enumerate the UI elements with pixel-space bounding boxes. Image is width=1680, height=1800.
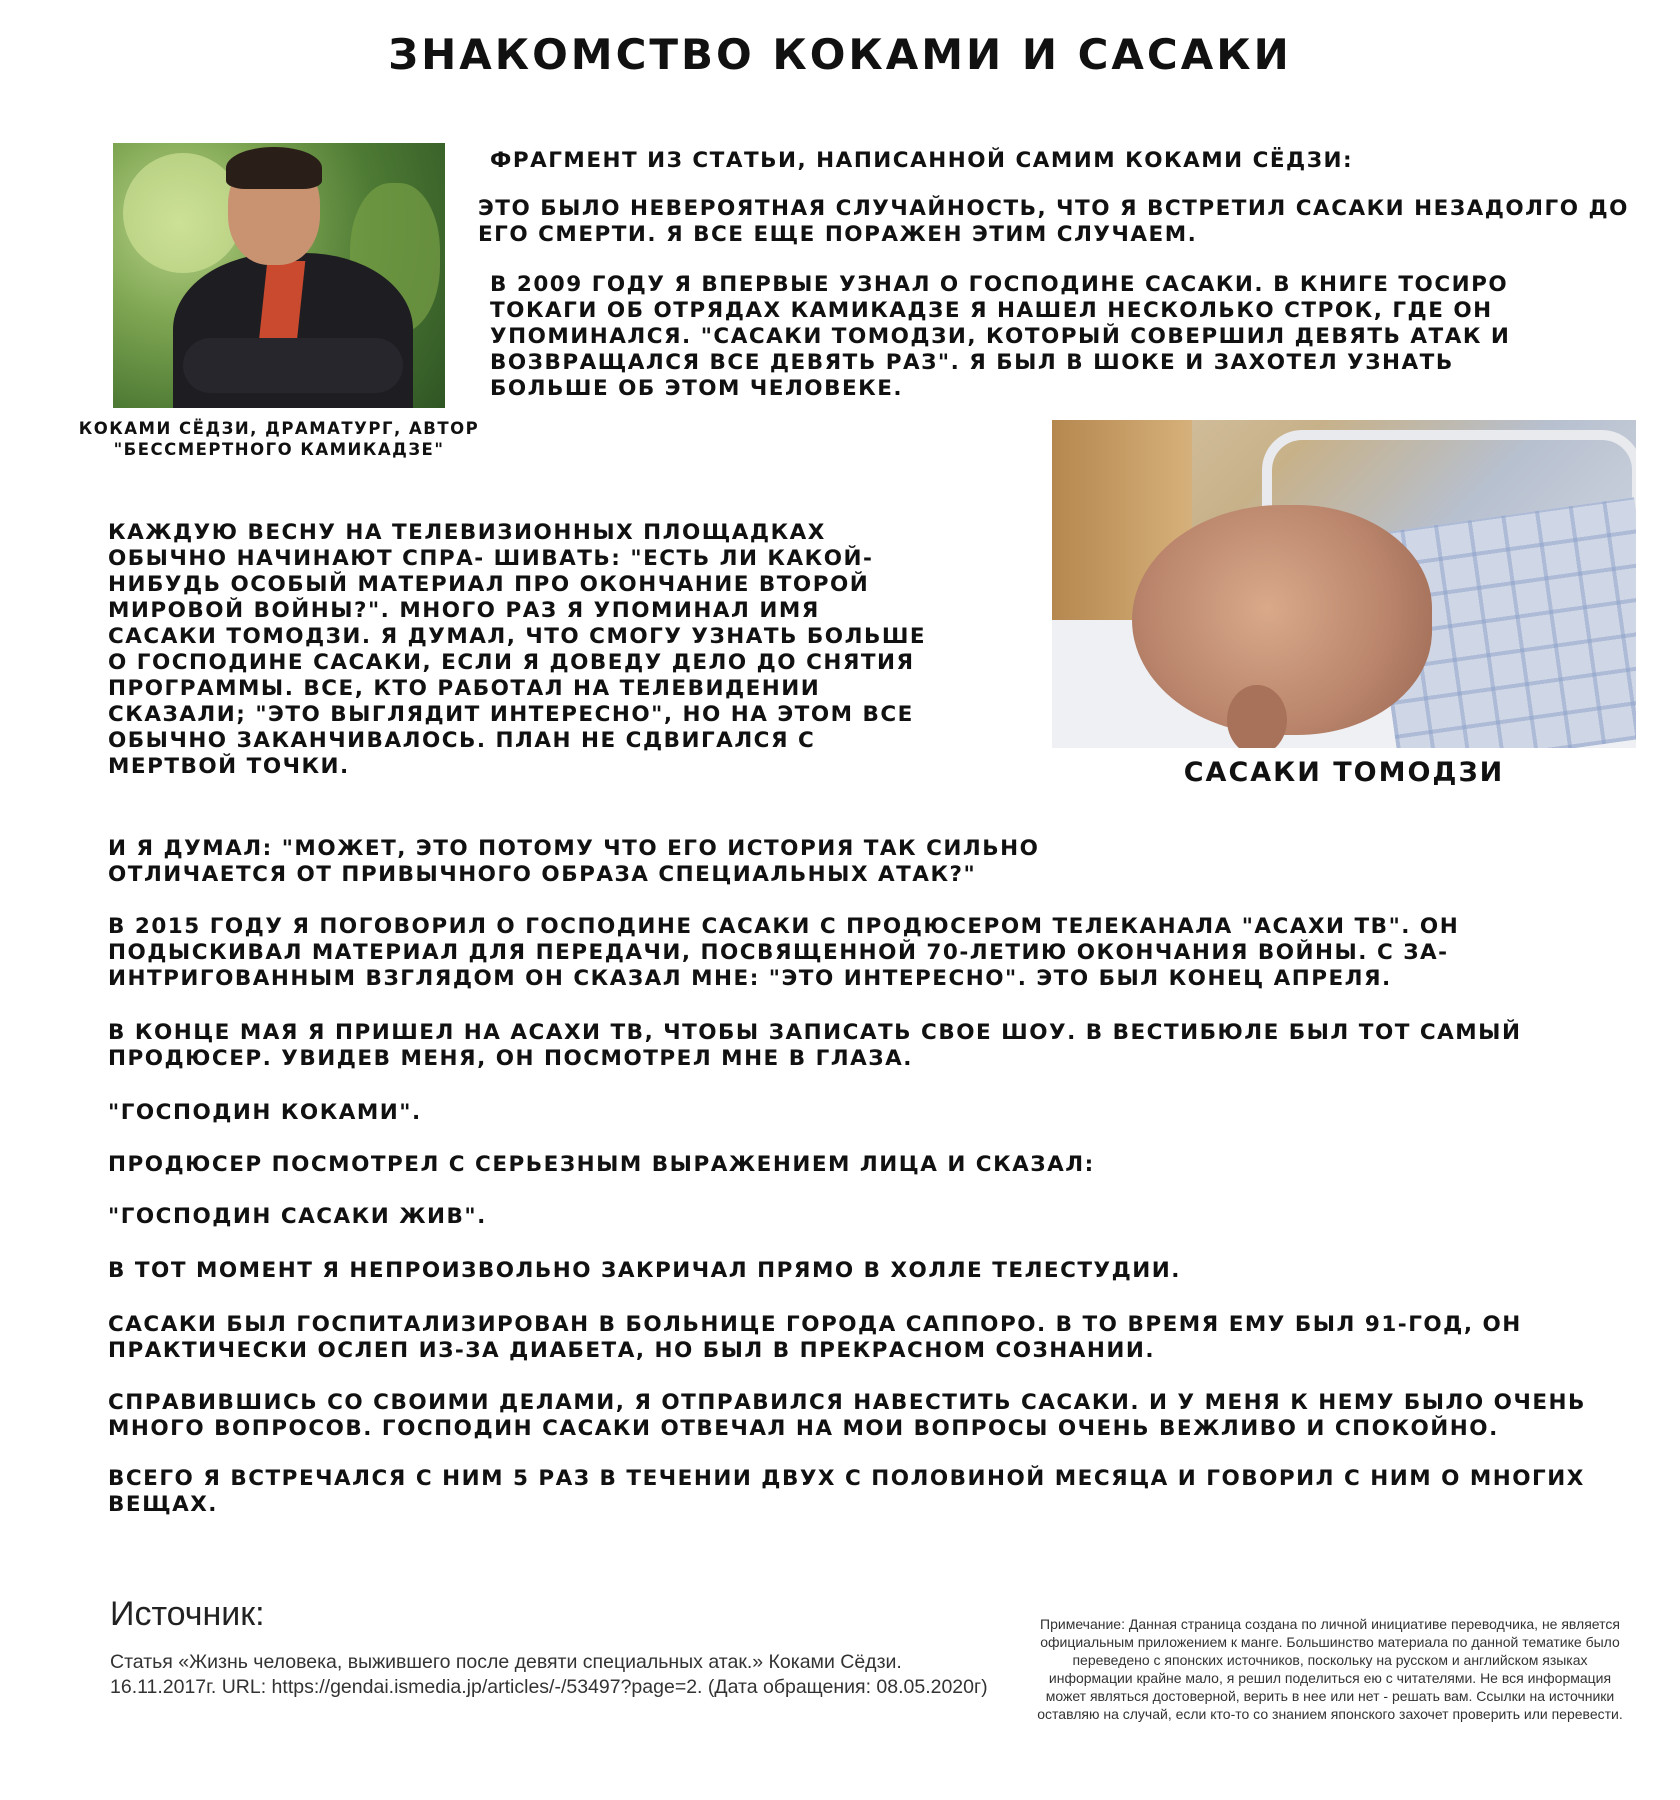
paragraph-quote-sasaki: "ГОСПОДИН САСАКИ ЖИВ". [108,1204,487,1229]
intro-paragraph-1: ЭТО БЫЛО НЕВЕРОЯТНАЯ СЛУЧАЙНОСТЬ, ЧТО Я ВСТРЕТИЛ САСАКИ НЕЗАДОЛГО ДО ЕГО СМЕРТИ. Я ВСЕ ЕЩЕ ПОРАЖЕН ЭТИМ СЛУЧАЕМ. [478,196,1629,247]
sasaki-photo [1052,420,1636,748]
paragraph-2015: В 2015 ГОДУ Я ПОГОВОРИЛ О ГОСПОДИНЕ САСАКИ С ПРОДЮСЕРОМ ТЕЛЕКАНАЛА "АСАХИ ТВ". ОН ПОДЫСКИВАЛ МАТЕРИАЛ ДЛЯ ПЕРЕДАЧИ, ПОСВЯЩЕННОЙ 70-ЛЕТИЮ ОКОНЧАНИЯ ВОЙНЫ. С ЗА- ИНТРИГОВАННЫМ ВЗГЛЯДОМ ОН СКАЗАЛ МНЕ: "ЭТО ИНТЕРЕСНО". ЭТО БЫЛ КОНЕЦ АПРЕЛЯ. [108,914,1460,991]
paragraph-shout: В ТОТ МОМЕНТ Я НЕПРОИЗВОЛЬНО ЗАКРИЧАЛ ПРЯМО В ХОЛЛЕ ТЕЛЕСТУДИИ. [108,1258,1181,1283]
paragraph-think: И Я ДУМАЛ: "МОЖЕТ, ЭТО ПОТОМУ ЧТО ЕГО ИСТОРИЯ ТАК СИЛЬНО ОТЛИЧАЕТСЯ ОТ ПРИВЫЧНОГО ОБРАЗА СПЕЦИАЛЬНЫХ АТАК?" [108,836,1040,887]
paragraph-spring: КАЖДУЮ ВЕСНУ НА ТЕЛЕВИЗИОННЫХ ПЛОЩАДКАХ ОБЫЧНО НАЧИНАЮТ СПРА- ШИВАТЬ: "ЕСТЬ ЛИ КАКОЙ-НИБУДЬ ОСОБЫЙ МАТЕРИАЛ ПРО ОКОНЧАНИЕ ВТОРОЙ МИРОВОЙ ВОЙНЫ?". МНОГО РАЗ Я УПОМИНАЛ ИМЯ САСАКИ ТОМОДЗИ. Я ДУМАЛ, ЧТО СМОГУ УЗНАТЬ БОЛЬШЕ О ГОСПОДИНЕ САСАКИ, ЕСЛИ Я ДОВЕДУ ДЕЛО ДО СНЯТИЯ ПРОГРАММЫ. ВСЕ, КТО РАБОТАЛ НА ТЕЛЕВИДЕНИИ СКАЗАЛИ; "ЭТО ВЫГЛЯДИТ ИНТЕРЕСНО", НО НА ЭТОМ ВСЕ ОБЫЧНО ЗАКАНЧИВАЛОСЬ. ПЛАН НЕ СДВИГАЛСЯ С МЕРТВОЙ ТОЧКИ. [108,520,927,779]
page-title: ЗНАКОМСТВО КОКАМИ И САСАКИ [388,30,1292,79]
kokami-caption [72,418,486,460]
paragraph-total: ВСЕГО Я ВСТРЕЧАЛСЯ С НИМ 5 РАЗ В ТЕЧЕНИИ ДВУХ С ПОЛОВИНОЙ МЕСЯЦА И ГОВОРИЛ С НИМ О МНОГИХ ВЕЩАХ. [108,1466,1585,1517]
paragraph-producer: ПРОДЮСЕР ПОСМОТРЕЛ С СЕРЬЕЗНЫМ ВЫРАЖЕНИЕМ ЛИЦА И СКАЗАЛ: [108,1152,1095,1177]
intro-paragraph-2: В 2009 ГОДУ Я ВПЕРВЫЕ УЗНАЛ О ГОСПОДИНЕ САСАКИ. В КНИГЕ ТОСИРО ТОКАГИ ОБ ОТРЯДАХ КАМИКАДЗЕ Я НАШЕЛ НЕСКОЛЬКО СТРОК, ГДЕ ОН УПОМИНАЛСЯ. "САСАКИ ТОМОДЗИ, КОТОРЫЙ СОВЕРШИЛ ДЕВЯТЬ АТАК И ВОЗВРАЩАЛСЯ ВСЕ ДЕВЯТЬ РАЗ". Я БЫЛ В ШОКЕ И ЗАХОТЕЛ УЗНАТЬ БОЛЬШЕ ОБ ЭТОМ ЧЕЛОВЕКЕ. [490,272,1511,401]
source-text: Статья «Жизнь человека, выжившего после девяти специальных атак.» Коками Сёдзи. 16.11.2017г. URL: https://gendai.ismedia.jp/articles/-/53497?page=2. (Дата обращения: 08.05.2020г) [110,1651,988,1698]
kokami-photo [113,143,445,408]
paragraph-may: В КОНЦЕ МАЯ Я ПРИШЕЛ НА АСАХИ ТВ, ЧТОБЫ ЗАПИСАТЬ СВОЕ ШОУ. В ВЕСТИБЮЛЕ БЫЛ ТОТ САМЫЙ ПРОДЮСЕР. УВИДЕВ МЕНЯ, ОН ПОСМОТРЕЛ МНЕ В ГЛАЗА. [108,1020,1522,1071]
sasaki-caption: САСАКИ ТОМОДЗИ [1183,757,1505,788]
kokami-caption-line1: КОКАМИ СЁДЗИ, ДРАМАТУРГ, АВТОР [78,419,480,438]
paragraph-quote-kokami: "ГОСПОДИН КОКАМИ". [108,1100,422,1125]
paragraph-hospital: САСАКИ БЫЛ ГОСПИТАЛИЗИРОВАН В БОЛЬНИЦЕ ГОРОДА САППОРО. В ТО ВРЕМЯ ЕМУ БЫЛ 91-ГОД, ОН ПРАКТИЧЕСКИ ОСЛЕП ИЗ-ЗА ДИАБЕТА, НО БЫЛ В ПРЕКРАСНОМ СОЗНАНИИ. [108,1312,1522,1363]
intro-heading: ФРАГМЕНТ ИЗ СТАТЬИ, НАПИСАННОЙ САМИМ КОКАМИ СЁДЗИ: [490,148,1354,173]
source-label: Источник: [110,1595,265,1633]
kokami-caption-line2: "БЕССМЕРТНОГО КАМИКАДЗЕ" [113,440,445,459]
translator-note: Примечание: Данная страница создана по личной инициативе переводчика, не является официальным приложением к манге. Большинство материала по данной тематике было переведено с японских источников, поскольку на русском и английском языках информации крайне мало, я решил поделиться ею с читателями. Не вся информация может являться достоверной, верить в нее или нет - решать вам. Ссылки на источники оставляю на случай, если кто-то со знанием японского захочет проверить или перевести. [1037,1616,1623,1722]
paragraph-visit: СПРАВИВШИСЬ СО СВОИМИ ДЕЛАМИ, Я ОТПРАВИЛСЯ НАВЕСТИТЬ САСАКИ. И У МЕНЯ К НЕМУ БЫЛО ОЧЕНЬ МНОГО ВОПРОСОВ. ГОСПОДИН САСАКИ ОТВЕЧАЛ НА МОИ ВОПРОСЫ ОЧЕНЬ ВЕЖЛИВО И СПОКОЙНО. [108,1390,1586,1441]
